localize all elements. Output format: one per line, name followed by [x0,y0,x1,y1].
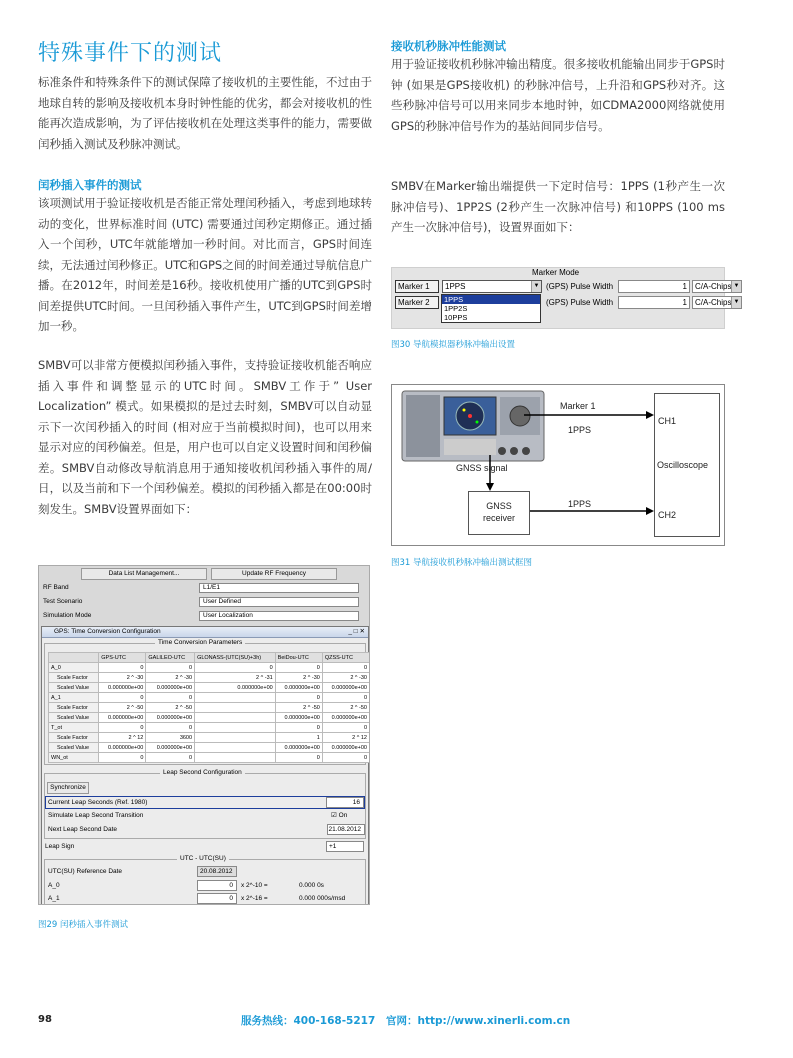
table-cell[interactable]: 2 ^ 12 [322,733,369,743]
current-leap-value[interactable]: 16 [326,797,364,808]
figure-31-caption: 图31 导航接收机秒脉冲输出测试框图 [391,558,533,568]
intro-paragraph: 标准条件和特殊条件下的测试保障了接收机的主要性能，不过由于地球自转的影响及接收机本身时钟性能的优劣，都会对接收机的性能再次造成影响，为了评估接收机在处理这类事件的能力，需要做闰秒插入测试及秒脉冲测试。 [38,75,372,151]
table-row-label: T_ot [49,723,99,733]
ch1-label: CH1 [658,416,677,426]
table-row-label: Scaled Value [49,713,99,723]
marker-2-unit-value: C/A-Chips [695,297,732,307]
marker-dropdown-list[interactable] [441,294,541,323]
table-cell[interactable]: 0 [99,723,146,733]
marker-1-unit-select[interactable] [692,280,742,293]
marker-mode-title: Marker Mode [532,268,580,277]
table-cell[interactable]: 2 ^ -30 [99,673,146,683]
utc-group [44,855,366,905]
table-row [49,723,370,733]
a1-result: 0.000 000s/msd [299,895,346,902]
chevron-down-icon[interactable]: ▼ [731,297,741,308]
time-conversion-title: Time Conversion Parameters [155,639,245,646]
table-cell[interactable] [195,703,276,713]
table-cell[interactable]: 2 ^ -31 [195,673,276,683]
simulate-transition-label: Simulate Leap Second Transition [48,812,144,819]
leap-second-paragraph-2: SMBV可以非常方便模拟闰秒插入事件，支持验证接收机能否响应插入事件和调整显示的UTC时间。SMBV工作于” User Localization” 模式。如果模拟的是过去时刻，SMBV可以自动显示下一次闰秒插入的时间 (相对应于当前模拟时间)，也可以用来显示对应的闰秒偏差。但是，用户也可以自定义设置时间和闰秒偏差。SMBV自动修改导航消息用于通知接收机闰秒插入事件的周/日，以及当前和下一个闰秒偏差。模拟的闰秒插入都是在00:00时刻发生。SMBV设置界面如下： [38,358,372,516]
marker-1-pulse-label: (GPS) Pulse Width [546,281,614,291]
leap-second-group [44,769,366,839]
a0-input[interactable]: 0 [197,880,237,891]
figure-30-caption: 图30 导航模拟器秒脉冲输出设置 [391,340,516,350]
marker-1-select-value: 1PPS [445,281,466,291]
next-leap-value[interactable]: 21.08.2012 [327,824,365,835]
table-cell[interactable]: 2 ^ -30 [275,673,322,683]
table-cell[interactable]: 2 ^ -50 [322,703,369,713]
table-header-cell: GALILEO-UTC [146,653,195,663]
table-cell[interactable]: 2 ^ -50 [275,703,322,713]
figure-29-caption: 图29 闰秒插入事件测试 [38,920,129,930]
table-row-label: Scale Factor [49,703,99,713]
marker-2-unit-select[interactable] [692,296,742,309]
simulation-mode-label: Simulation Mode [43,612,92,619]
table-cell[interactable]: 0.000000e+00 [322,683,369,693]
table-row [49,693,370,703]
ch2-label: CH2 [658,510,677,520]
table-cell[interactable]: 0 [275,693,322,703]
table-cell[interactable]: 0.000000e+00 [99,713,146,723]
synchronize-button[interactable]: Synchronize [47,782,89,794]
table-cell[interactable]: 2 ^ -30 [146,673,195,683]
a1-scale: x 2^-16 = [241,895,268,902]
data-list-management-button[interactable]: Data List Management... [81,568,207,580]
window-title-text: GPS: Time Conversion Configuration [54,628,161,635]
oscilloscope-box [654,393,720,537]
oscilloscope-label: Oscilloscope [657,460,709,470]
table-cell[interactable]: 2 ^ -50 [146,703,195,713]
simulate-transition-value: On [338,812,348,819]
update-rf-frequency-button[interactable]: Update RF Frequency [211,568,337,580]
table-row-label: Scaled Value [49,683,99,693]
a1-input[interactable]: 0 [197,893,237,904]
table-header-cell: GPS-UTC [99,653,146,663]
table-cell[interactable]: 0.000000e+00 [146,713,195,723]
time-conversion-window [41,626,369,905]
table-cell[interactable]: 1 [275,733,322,743]
ref-date-label: UTC(SU) Reference Date [48,868,123,875]
a0-result: 0.000 0s [299,882,324,889]
a0-scale: x 2^-10 = [241,882,268,889]
test-scenario-select[interactable]: User Defined [199,597,359,607]
table-row-label: Scale Factor [49,733,99,743]
current-leap-label: Current Leap Seconds (Ref. 1980) [48,799,148,806]
table-cell[interactable]: 0 [99,663,146,673]
table-cell[interactable]: 3600 [146,733,195,743]
table-cell[interactable]: 2 ^ -50 [99,703,146,713]
leap-second-heading: 闰秒插入事件的测试 [38,178,142,192]
table-row [49,683,370,693]
test-scenario-label: Test Scenario [43,598,83,605]
table-cell[interactable]: 0 [99,753,146,763]
table-cell[interactable]: 0 [146,693,195,703]
table-cell[interactable] [195,753,276,763]
table-row [49,743,370,753]
table-cell[interactable]: 0.000000e+00 [322,743,369,753]
table-row-label: A_0 [49,663,99,673]
leap-sign-label: Leap Sign [45,843,75,850]
time-conversion-group [44,639,367,765]
marker-1-unit-value: C/A-Chips [695,281,732,291]
table-cell[interactable]: 0 [275,723,322,733]
pps-paragraph-1: 用于验证接收机秒脉冲输出精度。很多接收机能输出同步于GPS时钟 (如果是GPS接收机) 的秒脉冲信号，上升沿和GPS秒对齐。这些秒脉冲信号可以用来同步本地时钟，如CDMA2000网络就使用GPS的秒脉冲信号作为的基站间同步信号。 [391,57,725,133]
website-link[interactable]: 官网：http://www.xinerli.com.cn [386,1015,571,1027]
a1-label: A_1 [48,895,60,902]
window-controls-icon[interactable]: _ □ ✕ [348,628,365,635]
time-conversion-table [48,652,370,763]
rf-band-label: RF Band [43,584,69,591]
table-cell[interactable]: 0 [146,753,195,763]
marker-1-select[interactable] [442,280,542,293]
table-cell[interactable]: 0 [322,693,369,703]
table-row [49,753,370,763]
table-cell[interactable]: 0.000000e+00 [195,683,276,693]
option-1pp2s[interactable]: 1PP2S [444,304,468,313]
table-cell[interactable] [195,713,276,723]
table-row-label: WN_ot [49,753,99,763]
rf-band-select[interactable]: L1/E1 [199,583,359,593]
table-cell[interactable]: 0.000000e+00 [146,683,195,693]
table-cell[interactable]: 0 [275,663,322,673]
chevron-down-icon[interactable]: ▼ [531,281,541,292]
table-header-cell: QZSS-UTC [322,653,369,663]
ref-date-value: 20.08.2012 [197,866,237,877]
table-header-cell: GLONASS-(UTC(SU)+3h) [195,653,276,663]
a0-label: A_0 [48,882,60,889]
table-cell[interactable] [195,723,276,733]
simulate-transition-checkbox[interactable]: ☑ On [331,812,348,819]
table-cell[interactable]: 0 [195,663,276,673]
marker-2-pulse-input[interactable]: 1 [618,296,690,309]
leap-second-title: Leap Second Configuration [160,769,245,776]
table-row [49,673,370,683]
table-row [49,733,370,743]
table-cell[interactable]: 0 [146,663,195,673]
marker-1-pulse-input[interactable]: 1 [618,280,690,293]
hotline: 服务热线：400-168-5217 [241,1015,376,1027]
table-row-label: A_1 [49,693,99,703]
table-cell[interactable] [195,743,276,753]
gnss-receiver-box: GNSS receiver [468,491,530,535]
test-block-diagram [391,384,725,546]
table-cell[interactable]: 0 [322,663,369,673]
marker-mode-panel [391,267,740,329]
page-title: 特殊事件下的测试 [38,41,223,66]
pps-top-label: 1PPS [568,425,592,435]
marker-1-label: Marker 1 [395,280,439,293]
table-cell[interactable]: 0.000000e+00 [275,743,322,753]
simulation-mode-select[interactable]: User Localization [199,611,359,621]
table-header-cell: BeiDou-UTC [275,653,322,663]
table-cell[interactable]: 0.000000e+00 [322,713,369,723]
leap-sign-select[interactable]: +1 [326,841,364,852]
table-cell[interactable]: 2 ^ -30 [322,673,369,683]
pps-paragraph-2: SMBV在Marker输出端提供一下定时信号：1PPS (1秒产生一次脉冲信号)、1PP2S (2秒产生一次脉冲信号) 和10PPS (100 ms产生一次脉冲信号)，设置界面如下： [391,179,725,234]
page-number: 98 [38,1014,52,1025]
marker-2-label: Marker 2 [395,296,439,309]
marker-1-diagram-label: Marker 1 [560,401,596,411]
table-cell[interactable] [195,733,276,743]
leap-second-paragraph-1: 该项测试用于验证接收机是否能正常处理闰秒插入，考虑到地球转动的变化，世界标准时间 (UTC) 需要通过闰秒定期修正。通过插入一个闰秒，UTC年就能增加一秒时间。对比而言，GPS时间连续，无法通过闰秒修正。UTC和GPS之间的时间差通过导航信息广播。在2012年，时间差是16秒。接收机使用广播的UTC到GPS时间差提供UTC时间。一旦闰秒插入事件产生，UTC到GPS时间差增加一秒。 [38,196,372,333]
table-cell[interactable]: 0.000000e+00 [146,743,195,753]
table-header-cell [49,653,99,663]
option-1pps[interactable]: 1PPS [442,295,540,304]
table-cell[interactable]: 0.000000e+00 [275,713,322,723]
table-cell[interactable]: 0.000000e+00 [275,683,322,693]
table-row [49,663,370,673]
gnss-signal-label: GNSS signal [456,463,508,473]
table-cell[interactable]: 2 ^ 12 [99,733,146,743]
marker-2-pulse-label: (GPS) Pulse Width [546,297,614,307]
smbv-screenshot [38,565,370,905]
chevron-down-icon[interactable]: ▼ [731,281,741,292]
table-cell[interactable]: 0 [99,693,146,703]
table-cell[interactable]: 0 [322,753,369,763]
table-row-label: Scaled Value [49,743,99,753]
table-cell[interactable]: 0 [275,753,322,763]
window-title [42,627,368,638]
marker-1-row [395,279,742,293]
table-cell[interactable]: 0.000000e+00 [99,743,146,753]
table-row [49,703,370,713]
table-row [49,713,370,723]
table-cell[interactable]: 0.000000e+00 [99,683,146,693]
next-leap-label: Next Leap Second Date [48,826,118,833]
table-cell[interactable]: 0 [146,723,195,733]
utc-title: UTC - UTC(SU) [177,855,229,862]
pps-bottom-label: 1PPS [568,499,592,509]
current-leap-row[interactable] [45,796,365,809]
pps-heading: 接收机秒脉冲性能测试 [391,39,506,53]
table-cell[interactable] [195,693,276,703]
option-10pps[interactable]: 10PPS [444,313,468,322]
table-cell[interactable]: 0 [322,723,369,733]
table-row-label: Scale Factor [49,673,99,683]
